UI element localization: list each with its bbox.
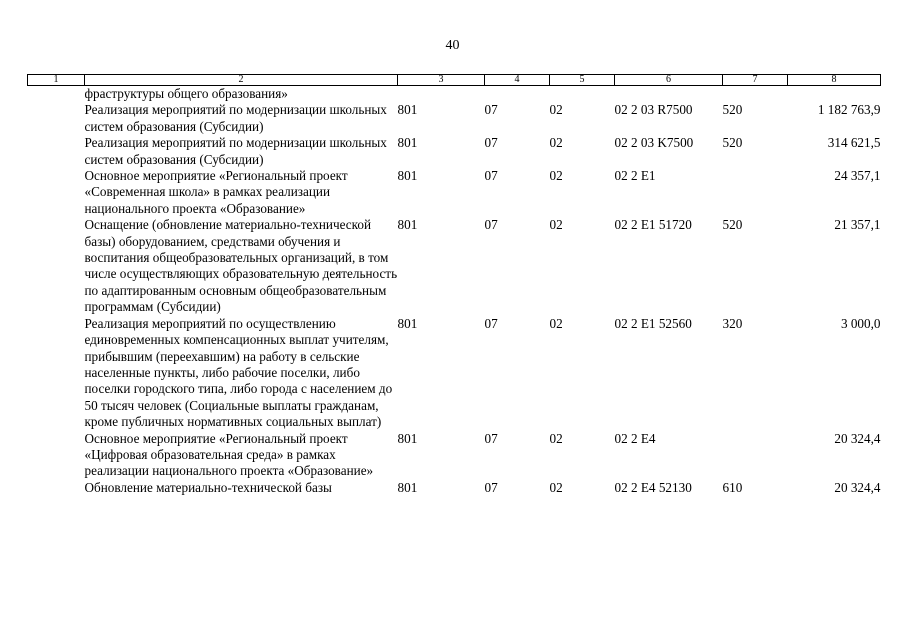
- column-header: 2: [85, 75, 398, 86]
- section-cell: 07: [484, 430, 498, 446]
- item-name-cell: Реализация мероприятий по осуществлению единовременных компенсационных выплат учителям, прибывшим (переехавшим) на работу в сельские населенные пункты, либо рабочие поселки, либо поселки городского типа, либо города с населением до 50 тысяч человек (Социальные выплаты гражданам, кроме публичных нормативных социальных выплат): [84, 315, 393, 430]
- column-header: 4: [485, 75, 550, 86]
- table-header-row: [28, 75, 881, 86]
- target-article-cell: 02 2 E1 51720: [614, 217, 692, 233]
- amount-cell: 314 621,5: [827, 135, 881, 151]
- section-cell: 07: [484, 135, 498, 151]
- subsection-cell: 02: [549, 217, 563, 233]
- code-cell: 801: [397, 102, 418, 118]
- amount-cell: 1 182 763,9: [817, 102, 881, 118]
- expense-type-cell: [723, 168, 788, 217]
- section-cell: 07: [484, 217, 498, 233]
- column-header: 3: [398, 75, 485, 86]
- expense-type-cell: 320: [722, 315, 743, 331]
- row-number-cell: [28, 168, 85, 217]
- table-row: [28, 135, 881, 168]
- expense-type-cell: 610: [722, 479, 743, 495]
- target-article-cell: 02 2 E4: [614, 430, 656, 446]
- section-cell: 07: [484, 102, 498, 118]
- subsection-cell: [550, 86, 615, 103]
- amount-cell: 21 357,1: [834, 217, 881, 233]
- subsection-cell: 02: [549, 102, 563, 118]
- column-header: 7: [723, 75, 788, 86]
- target-article-cell: 02 2 03 R7500: [614, 102, 693, 118]
- row-number-cell: [28, 316, 85, 431]
- table-row: [28, 86, 881, 103]
- subsection-cell: 02: [549, 479, 563, 495]
- row-number-cell: [28, 102, 85, 135]
- table-row: [28, 431, 881, 480]
- item-name-cell: Реализация мероприятий по модернизации школьных систем образования (Субсидии): [84, 102, 387, 134]
- target-article-cell: [615, 86, 723, 103]
- expense-type-cell: 520: [722, 135, 743, 151]
- column-header: 1: [28, 75, 85, 86]
- item-name-cell: Основное мероприятие «Региональный проект «Цифровая образовательная среда» в рамках реализации национального проекта «Образование»: [84, 430, 374, 479]
- expense-type-cell: 520: [722, 217, 743, 233]
- budget-table: [27, 74, 881, 496]
- subsection-cell: 02: [549, 168, 563, 184]
- table-row: [28, 316, 881, 431]
- item-name-cell: Оснащение (обновление материально-технической базы) оборудованием, средствами обучения и воспитания общеобразовательных организаций, в том числе осуществляющих образовательную деятельность по адаптированным основным общеобразовательным программам (Субсидии): [84, 217, 398, 315]
- column-header: 5: [550, 75, 615, 86]
- code-cell: 801: [397, 479, 418, 495]
- section-cell: [485, 86, 550, 103]
- section-cell: 07: [484, 168, 498, 184]
- target-article-cell: 02 2 03 K7500: [614, 135, 694, 151]
- amount-cell: 24 357,1: [834, 168, 881, 184]
- subsection-cell: 02: [549, 430, 563, 446]
- column-header: 8: [788, 75, 881, 86]
- item-name-cell: Реализация мероприятий по модернизации школьных систем образования (Субсидии): [84, 135, 387, 167]
- item-name-cell: фраструктуры общего образования»: [84, 86, 288, 101]
- expense-type-cell: [723, 86, 788, 103]
- amount-cell: 3 000,0: [840, 315, 881, 331]
- table-row: [28, 217, 881, 315]
- row-number-cell: [28, 135, 85, 168]
- page-number: 40: [445, 38, 460, 53]
- table-row: [28, 480, 881, 496]
- target-article-cell: 02 2 E4 52130: [614, 479, 692, 495]
- row-number-cell: [28, 86, 85, 103]
- item-name-cell: Основное мероприятие «Региональный проект «Современная школа» в рамках реализации национального проекта «Образование»: [84, 168, 348, 216]
- target-article-cell: 02 2 E1: [614, 168, 656, 184]
- expense-type-cell: 520: [722, 102, 743, 118]
- section-cell: 07: [484, 315, 498, 331]
- table-row: [28, 102, 881, 135]
- code-cell: 801: [397, 217, 418, 233]
- column-header: 6: [615, 75, 723, 86]
- amount-cell: [788, 86, 881, 103]
- section-cell: 07: [484, 479, 498, 495]
- item-name-cell: Обновление материально-технической базы: [84, 479, 332, 495]
- code-cell: [398, 86, 485, 103]
- code-cell: 801: [397, 430, 418, 446]
- target-article-cell: 02 2 E1 52560: [614, 315, 692, 331]
- table-row: [28, 168, 881, 217]
- expense-type-cell: [723, 431, 788, 480]
- row-number-cell: [28, 217, 85, 315]
- row-number-cell: [28, 431, 85, 480]
- row-number-cell: [28, 480, 85, 496]
- code-cell: 801: [397, 168, 418, 184]
- code-cell: 801: [397, 135, 418, 151]
- subsection-cell: 02: [549, 315, 563, 331]
- amount-cell: 20 324,4: [834, 430, 881, 446]
- amount-cell: 20 324,4: [834, 479, 881, 495]
- subsection-cell: 02: [549, 135, 563, 151]
- code-cell: 801: [397, 315, 418, 331]
